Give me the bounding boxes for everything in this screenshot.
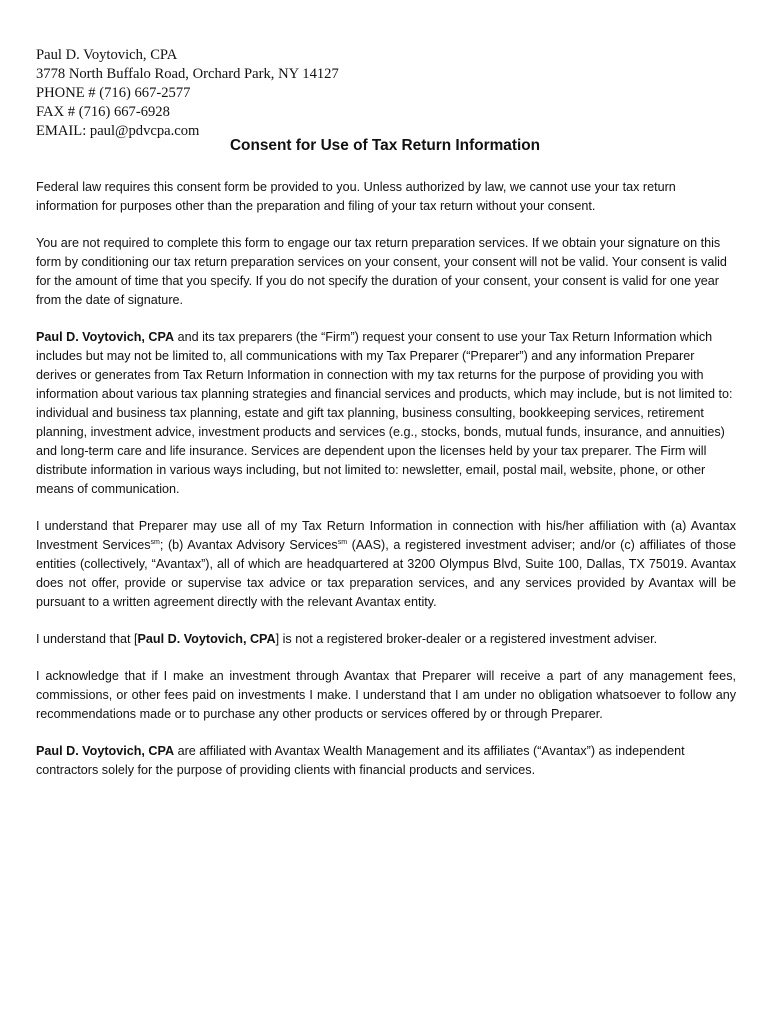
firm-request-text: and its tax preparers (the “Firm”) request your consent to use your Tax Return Information which includes but may not be limited to, all communications with my Tax Preparer (“Preparer”) and any information Preparer derives or generates from Tax Return Information in connection with my tax returns for the purpose of providing you with information about various tax planning strategies and financial services and products, which may include, but is not limited to: individual and business tax planning, estate and gift tax planning, business consulting, bookkeeping services, retirement planning, investment advice, investment products and services (e.g., stocks, bonds, mutual funds, insurance, and annuities) and long-term care and life insurance. Services are dependent upon the licenses held by your tax preparer. The Firm will distribute information in various ways including, but not limited to: newsletter, email, postal mail, website, phone, or other means of communication.	[36, 330, 733, 496]
firm-name-bold-3: Paul D. Voytovich, CPA	[36, 744, 175, 758]
paragraph-not-broker-dealer	[36, 630, 736, 649]
firm-phone: PHONE # (716) 667-2577	[36, 85, 191, 101]
firm-name: Paul D. Voytovich, CPA	[36, 47, 178, 63]
firm-address: 3778 North Buffalo Road, Orchard Park, NY 14127	[36, 66, 339, 82]
service-mark-2: sm	[337, 538, 348, 546]
firm-email: EMAIL: paul@pdvcpa.com	[36, 123, 200, 139]
firm-name-bold: Paul D. Voytovich, CPA	[36, 330, 175, 344]
firm-fax: FAX # (716) 667-6928	[36, 104, 170, 120]
paragraph-federal-law: Federal law requires this consent form be provided to you. Unless authorized by law, we cannot use your tax return information for purposes other than the preparation and filing of your tax return without your consent.	[36, 180, 676, 213]
paragraph-affiliated	[36, 742, 736, 780]
paragraph-firm-request	[36, 328, 736, 499]
paragraph-acknowledge-fees: I acknowledge that if I make an investment through Avantax that Preparer will receive a part of any management fees, commissions, or other fees paid on investments I make. I understand that I am under no obligation whatsoever to follow any recommendations made or to purchase any other products or services offered by or through Preparer.	[36, 669, 736, 721]
document-body	[36, 178, 736, 798]
not-broker-text-a: I understand that [	[36, 632, 138, 646]
paragraph-not-required: You are not required to complete this form to engage our tax return preparation services. If we obtain your signature on this form by conditioning our tax return preparation services on your consent, your consent will not be valid. Your consent is valid for the amount of time that you specify. If you do not specify the duration of your consent, your consent is valid for one year from the date of signature.	[36, 236, 727, 307]
affiliation-text-a: I understand that Preparer may use all of my Tax Return Information in connection with his/her affiliation with (a) Avantax Investment Services	[36, 519, 736, 552]
affiliated-text: are affiliated with Avantax Wealth Management and its affiliates (“Avantax”) as independent contractors solely for the purpose of providing clients with financial products and services.	[36, 744, 685, 777]
service-mark-1: sm	[150, 538, 160, 546]
firm-name-bold-2: Paul D. Voytovich, CPA	[137, 632, 276, 646]
affiliation-text-b: ; (b) Avantax Advisory Services	[159, 538, 338, 552]
not-broker-text-b: ] is not a registered broker-dealer or a registered investment adviser.	[275, 632, 658, 646]
document-title: Consent for Use of Tax Return Information	[229, 137, 541, 154]
paragraph-avantax-affiliation	[36, 517, 736, 612]
affiliation-text-c: (AAS), a registered investment adviser; and/or (c) affiliates of those entities (collectively, “Avantax”), all of which are headquartered at 3200 Olympus Blvd, Suite 100, Dallas, TX 75019. Avantax does not offer, provide or supervise tax advice or tax preparation services, and any services provided by Avantax will be pursuant to a written agreement directly with the relevant Avantax entity.	[36, 538, 736, 609]
letterhead	[36, 46, 339, 141]
